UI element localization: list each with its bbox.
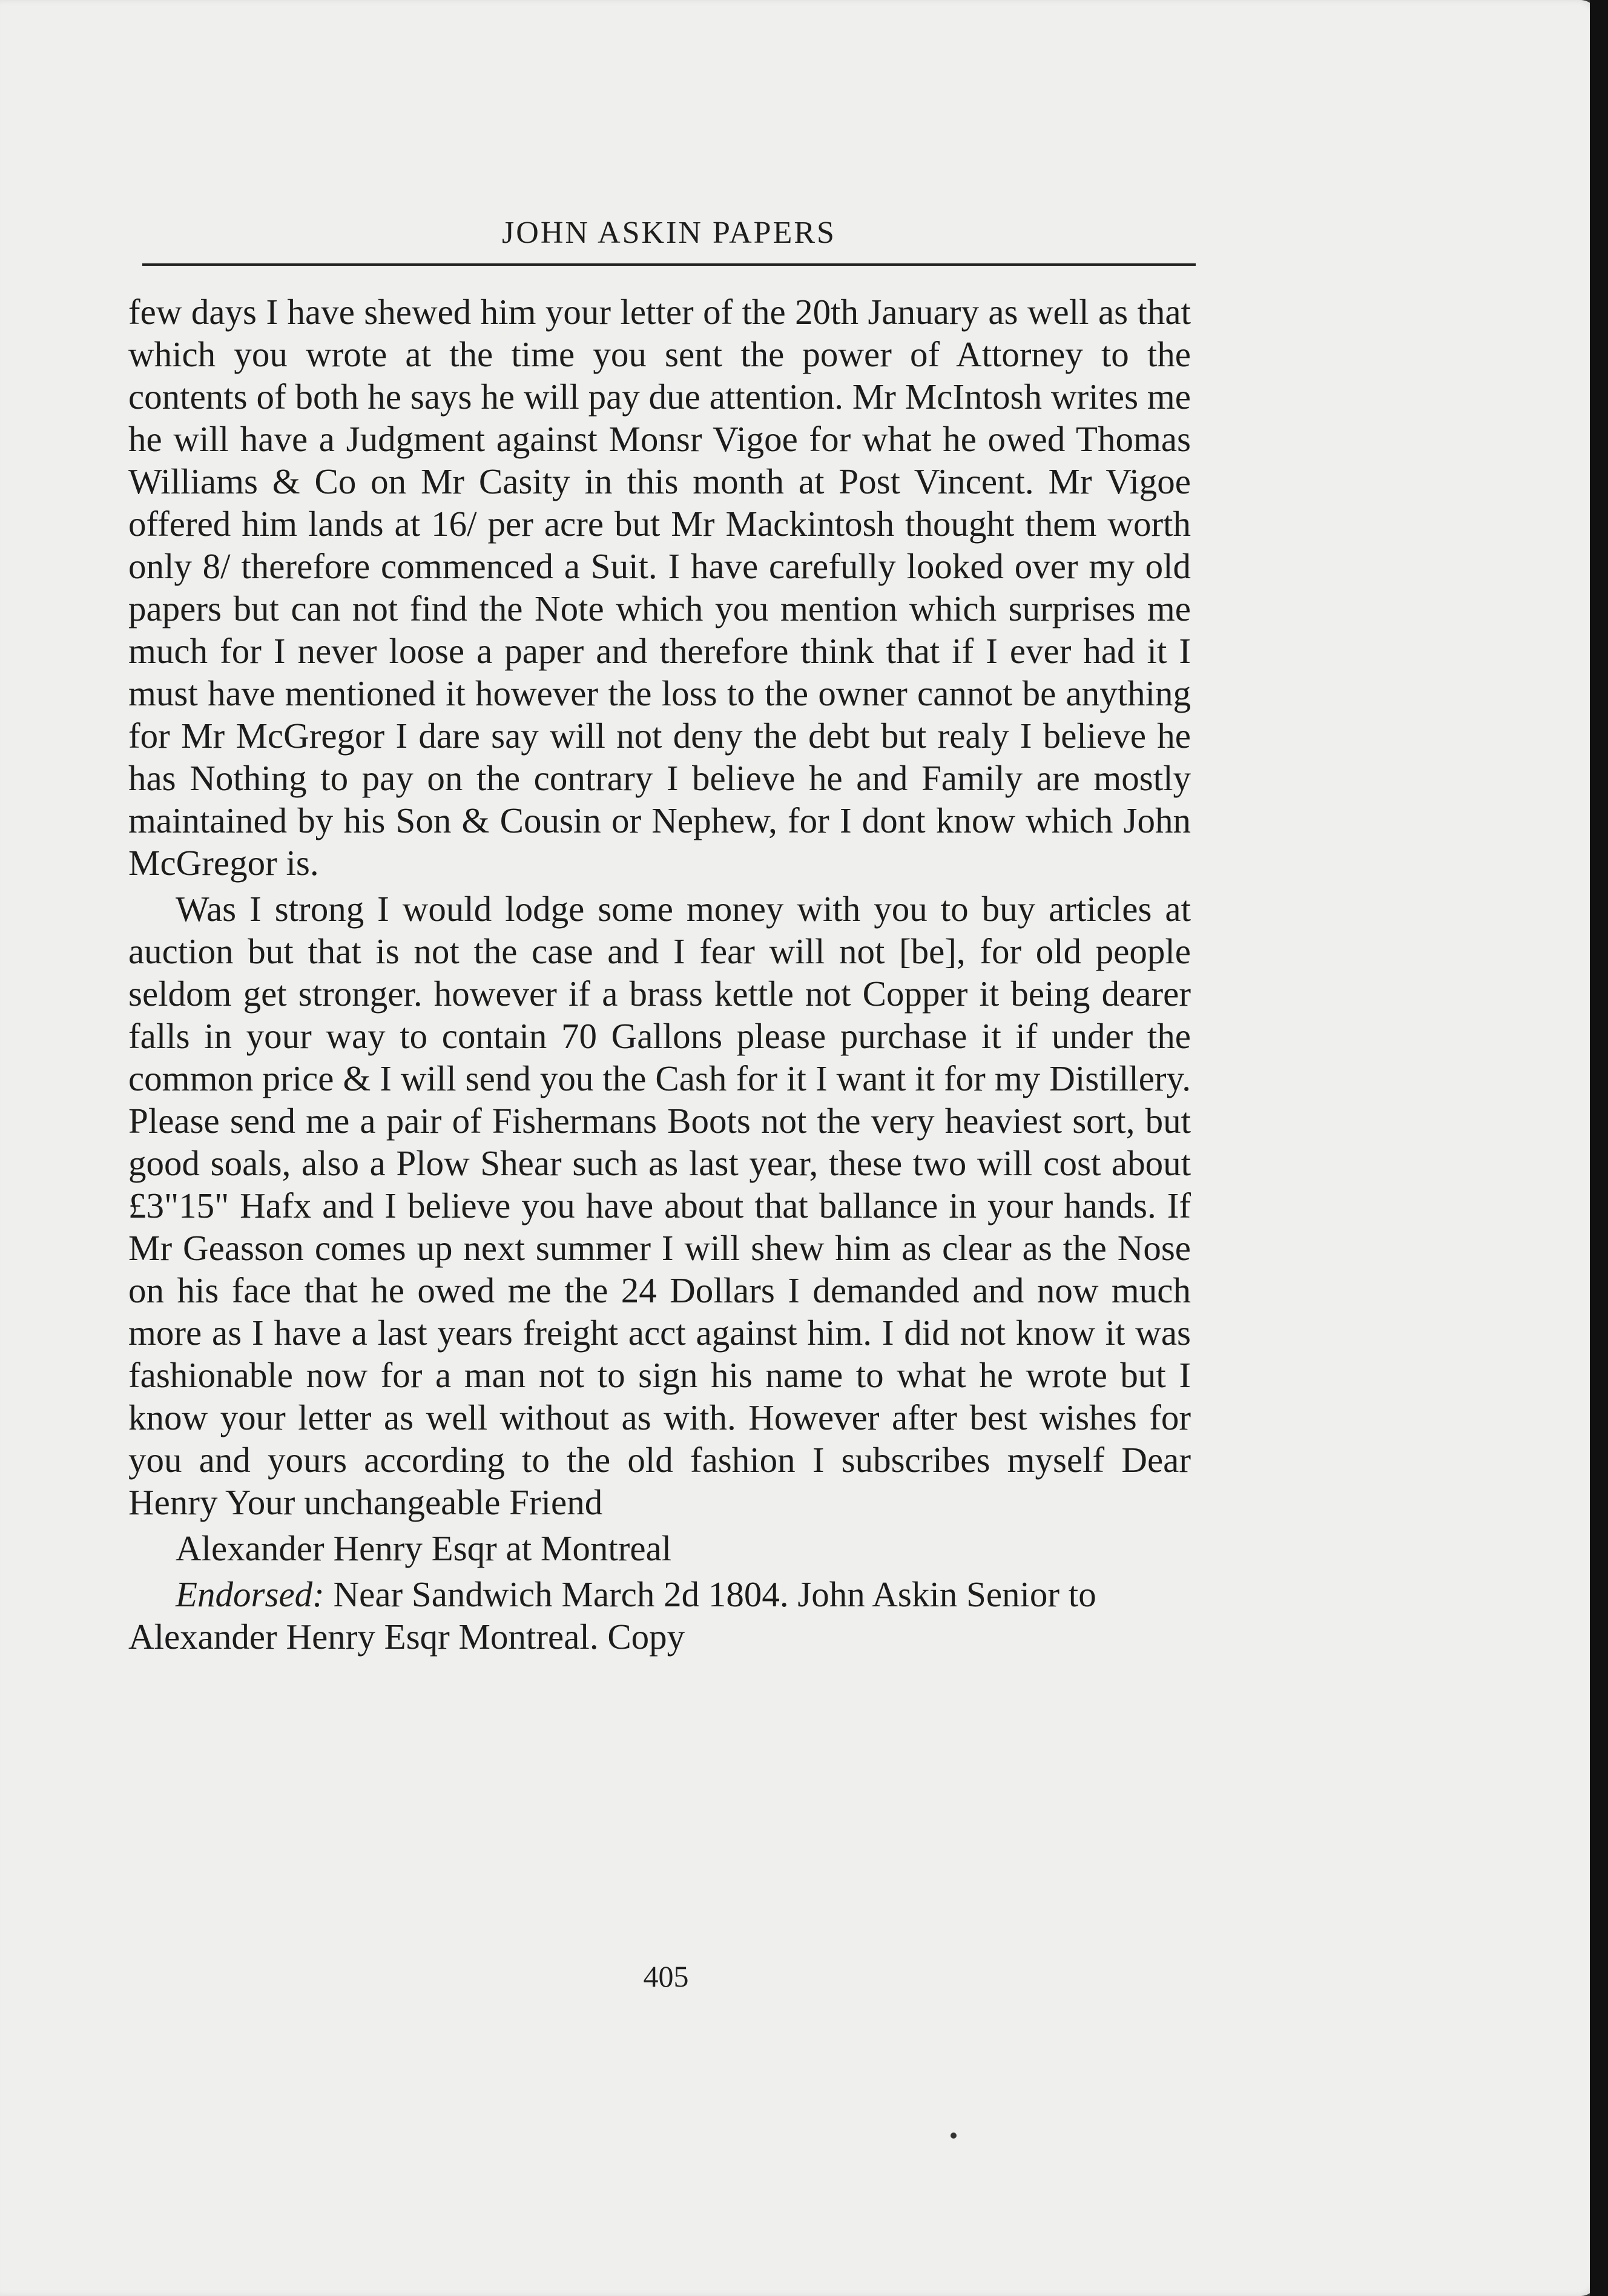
letter-body	[128, 291, 1191, 1658]
endorsement-label: Endorsed:	[176, 1574, 325, 1614]
endorsement-text: Near Sandwich March 2d 1804. John Askin Senior to Alexander Henry Esqr Montreal. Copy	[128, 1574, 1096, 1657]
page-number: 405	[643, 1959, 689, 1993]
paper-speck	[951, 2133, 957, 2139]
letter-paragraph-2: Was I strong I would lodge some money with you to buy articles at auction but that is not the case and I fear will not [be], for old people seldom get stronger. however if a brass kettle not Copper it being dearer falls in your way to contain 70 Gallons please purchase it if under the common price & I will send you the Cash for it I want it for my Distillery. Please send me a pair of Fishermans Boots not the very heaviest sort, but good soals, also a Plow Shear such as last year, these two will cost about £3"15" Hafx and I believe you have about that ballance in your hands. If Mr Geasson comes up next summer I will shew him as clear as the Nose on his face that he owed me the 24 Dollars I demanded and now much more as I have a last years freight acct against him. I did not know it was fashionable now for a man not to sign his name to what he wrote but I know your letter as well without as with. However after best wishes for you and yours according to the old fashion I subscribes myself Dear Henry Your unchangeable Friend	[128, 889, 1191, 1522]
background-edge	[1590, 0, 1608, 2296]
letter-addressee: Alexander Henry Esqr at Montreal	[176, 1528, 672, 1568]
running-header	[142, 209, 1196, 266]
page-title: JOHN ASKIN PAPERS	[502, 216, 836, 250]
letter-paragraph-1: few days I have shewed him your letter of the 20th January as well as that which you wrote at the time you sent the power of Attorney to the contents of both he says he will pay due attention. Mr McIntosh writes me he will have a Judgment against Monsr Vigoe for what he owed Thomas Williams & Co on Mr Casity in this month at Post Vincent. Mr Vigoe offered him lands at 16/ per acre but Mr Mackintosh thought them worth only 8/ therefore commenced a Suit. I have carefully looked over my old papers but can not find the Note which you mention which surprises me much for I never loose a paper and therefore think that if I ever had it I must have mentioned it however the loss to the owner cannot be anything for Mr McGregor I dare say will not deny the debt but realy I believe he has Nothing to pay on the contrary I believe he and Family are mostly maintained by his Son & Cousin or Nephew, for I dont know which John McGregor is.	[128, 292, 1191, 883]
endorsement-note	[128, 1573, 1191, 1658]
